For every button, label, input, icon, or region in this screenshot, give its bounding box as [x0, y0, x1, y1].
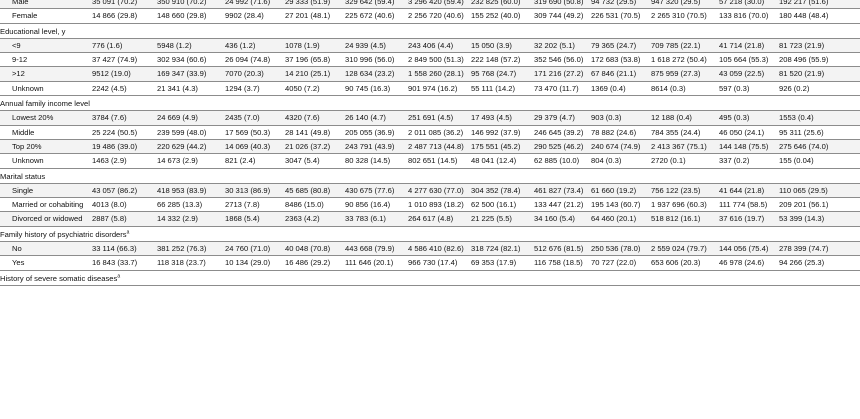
table-cell: 4320 (7.6): [285, 111, 345, 125]
table-cell: 1294 (3.7): [225, 81, 285, 95]
row-label: >12: [0, 67, 92, 81]
section-label-text: Educational level, y: [0, 26, 66, 36]
table-cell: 3784 (7.6): [92, 111, 157, 125]
table-cell: 250 536 (78.0): [591, 242, 651, 256]
row-label: <9: [0, 38, 92, 52]
table-row: [0, 198, 860, 212]
table-cell: 966 730 (17.4): [408, 256, 471, 270]
table-cell: 41 644 (21.8): [719, 183, 779, 197]
table-cell: 155 252 (40.0): [471, 9, 534, 23]
row-label: Yes: [0, 256, 92, 270]
table-row: [0, 256, 860, 270]
table-cell: 45 685 (80.8): [285, 183, 345, 197]
table-cell: 3047 (5.4): [285, 154, 345, 168]
table-cell: 118 318 (23.7): [157, 256, 225, 270]
table-cell: 903 (0.3): [591, 111, 651, 125]
table-cell: 14 866 (29.8): [92, 9, 157, 23]
row-label: Top 20%: [0, 139, 92, 153]
section-header-row: [0, 168, 860, 183]
table-cell: 7070 (20.3): [225, 67, 285, 81]
table-cell: 10 134 (29.0): [225, 256, 285, 270]
table-row: [0, 111, 860, 125]
table-cell: 30 313 (86.9): [225, 183, 285, 197]
table-cell: 926 (0.2): [779, 81, 860, 95]
table-cell: 2 487 713 (44.8): [408, 139, 471, 153]
table-cell: 302 934 (60.6): [157, 53, 225, 67]
table-cell: 79 365 (24.7): [591, 38, 651, 52]
row-label: Female: [0, 9, 92, 23]
table-cell: 2 256 720 (40.6): [408, 9, 471, 23]
table-cell: 4 277 630 (77.0): [408, 183, 471, 197]
table-cell: 821 (2.4): [225, 154, 285, 168]
row-label: No: [0, 242, 92, 256]
table-cell: 1078 (1.9): [285, 38, 345, 52]
table-cell: 304 352 (78.4): [471, 183, 534, 197]
table-cell: 9902 (28.4): [225, 9, 285, 23]
table-cell: 133 447 (21.2): [534, 198, 591, 212]
section-header-row: [0, 96, 860, 111]
table-cell: 226 531 (70.5): [591, 9, 651, 23]
row-label: Divorced or widowed: [0, 212, 92, 226]
table-cell: 2 011 085 (36.2): [408, 125, 471, 139]
table-cell: 1 010 893 (18.2): [408, 198, 471, 212]
section-label-text: Family history of psychiatric disorders: [0, 229, 127, 239]
row-label: Married or cohabiting: [0, 198, 92, 212]
table-cell: 146 992 (37.9): [471, 125, 534, 139]
table-row: [0, 212, 860, 226]
table-cell: 53 399 (14.3): [779, 212, 860, 226]
section-header-row: [0, 270, 860, 285]
table-cell: 19 486 (39.0): [92, 139, 157, 153]
table-cell: 709 785 (22.1): [651, 38, 719, 52]
table-cell: 4 586 410 (82.6): [408, 242, 471, 256]
table-cell: 62 885 (10.0): [534, 154, 591, 168]
table-cell: 175 551 (45.2): [471, 139, 534, 153]
table-cell: 2 849 500 (51.3): [408, 53, 471, 67]
table-cell: 180 448 (48.4): [779, 9, 860, 23]
table-row: [0, 81, 860, 95]
table-cell: 8614 (0.3): [651, 81, 719, 95]
table-cell: 2242 (4.5): [92, 81, 157, 95]
table-cell: 232 825 (60.0): [471, 0, 534, 9]
table-cell: 1369 (0.4): [591, 81, 651, 95]
table-cell: 28 141 (49.8): [285, 125, 345, 139]
table-cell: 24 992 (71.6): [225, 0, 285, 9]
table-cell: 29 333 (51.9): [285, 0, 345, 9]
table-row: [0, 38, 860, 52]
table-cell: 2435 (7.0): [225, 111, 285, 125]
table-cell: 43 057 (86.2): [92, 183, 157, 197]
table-cell: 78 882 (24.6): [591, 125, 651, 139]
table-cell: 901 974 (16.2): [408, 81, 471, 95]
table-cell: 69 353 (17.9): [471, 256, 534, 270]
table-cell: 80 328 (14.5): [345, 154, 408, 168]
table-cell: 2720 (0.1): [651, 154, 719, 168]
table-cell: 352 546 (56.0): [534, 53, 591, 67]
table-row: [0, 125, 860, 139]
table-cell: 144 056 (75.4): [719, 242, 779, 256]
table-cell: 70 727 (22.0): [591, 256, 651, 270]
table-cell: 116 758 (18.5): [534, 256, 591, 270]
table-cell: 95 311 (25.6): [779, 125, 860, 139]
table-cell: 32 202 (5.1): [534, 38, 591, 52]
table-cell: 875 959 (27.3): [651, 67, 719, 81]
table-cell: 111 774 (58.5): [719, 198, 779, 212]
row-label: Male: [0, 0, 92, 9]
table-cell: 337 (0.2): [719, 154, 779, 168]
table-cell: 495 (0.3): [719, 111, 779, 125]
table-cell: 1553 (0.4): [779, 111, 860, 125]
table-cell: 24 939 (4.5): [345, 38, 408, 52]
table-cell: 33 783 (6.1): [345, 212, 408, 226]
table-cell: 33 114 (66.3): [92, 242, 157, 256]
table-cell: 2 265 310 (70.5): [651, 9, 719, 23]
table-cell: 43 059 (22.5): [719, 67, 779, 81]
table-cell: 172 683 (53.8): [591, 53, 651, 67]
section-label: [0, 226, 860, 241]
row-label: Single: [0, 183, 92, 197]
table-cell: 67 846 (21.1): [591, 67, 651, 81]
table-cell: 111 646 (20.1): [345, 256, 408, 270]
table-cell: 804 (0.3): [591, 154, 651, 168]
table-cell: 110 065 (29.5): [779, 183, 860, 197]
table-cell: 319 690 (50.8): [534, 0, 591, 9]
table-cell: 418 953 (83.9): [157, 183, 225, 197]
table-cell: 1 558 260 (28.1): [408, 67, 471, 81]
table-cell: 243 406 (4.4): [408, 38, 471, 52]
table-cell: 350 910 (70.2): [157, 0, 225, 9]
table-cell: 1 937 696 (60.3): [651, 198, 719, 212]
table-cell: 64 460 (20.1): [591, 212, 651, 226]
table-cell: 61 660 (19.2): [591, 183, 651, 197]
table-cell: 5948 (1.2): [157, 38, 225, 52]
table-cell: 246 645 (39.2): [534, 125, 591, 139]
table-cell: 947 320 (29.5): [651, 0, 719, 9]
table-cell: 46 978 (24.6): [719, 256, 779, 270]
table-cell: 90 745 (16.3): [345, 81, 408, 95]
table-cell: 41 714 (21.8): [719, 38, 779, 52]
table-cell: 2713 (7.8): [225, 198, 285, 212]
table-cell: 81 723 (21.9): [779, 38, 860, 52]
table-cell: 26 094 (74.8): [225, 53, 285, 67]
table-cell: 802 651 (14.5): [408, 154, 471, 168]
table-row: [0, 67, 860, 81]
table-row: [0, 139, 860, 153]
table-cell: 2 559 024 (79.7): [651, 242, 719, 256]
table-cell: 133 816 (70.0): [719, 9, 779, 23]
table-cell: 4013 (8.0): [92, 198, 157, 212]
table-row: [0, 154, 860, 168]
table-cell: 2363 (4.2): [285, 212, 345, 226]
table-cell: 37 616 (19.7): [719, 212, 779, 226]
table-cell: 148 660 (29.8): [157, 9, 225, 23]
table-cell: 192 217 (51.6): [779, 0, 860, 9]
table-cell: 14 069 (40.3): [225, 139, 285, 153]
table-cell: 66 285 (13.3): [157, 198, 225, 212]
table-cell: 776 (1.6): [92, 38, 157, 52]
table-cell: 37 196 (65.8): [285, 53, 345, 67]
table-cell: 95 768 (24.7): [471, 67, 534, 81]
section-header-row: [0, 23, 860, 38]
table-cell: 290 525 (46.2): [534, 139, 591, 153]
table-cell: 4050 (7.2): [285, 81, 345, 95]
table-cell: 21 341 (4.3): [157, 81, 225, 95]
table-cell: 24 760 (71.0): [225, 242, 285, 256]
table-cell: 461 827 (73.4): [534, 183, 591, 197]
table-cell: 57 218 (30.0): [719, 0, 779, 9]
table-cell: 16 486 (29.2): [285, 256, 345, 270]
table-cell: 144 148 (75.5): [719, 139, 779, 153]
table-cell: 329 642 (59.4): [345, 0, 408, 9]
table-row: [0, 53, 860, 67]
table-cell: 278 399 (74.7): [779, 242, 860, 256]
table-cell: 34 160 (5.4): [534, 212, 591, 226]
section-header-row: [0, 226, 860, 241]
table-cell: 220 629 (44.2): [157, 139, 225, 153]
table-cell: 105 664 (55.3): [719, 53, 779, 67]
table-cell: 222 148 (57.2): [471, 53, 534, 67]
table-cell: 309 744 (49.2): [534, 9, 591, 23]
section-label-text: Annual family income level: [0, 99, 90, 109]
table-cell: 81 520 (21.9): [779, 67, 860, 81]
table-cell: 239 599 (48.0): [157, 125, 225, 139]
footnote-marker: a: [117, 273, 121, 280]
section-label: [0, 23, 860, 38]
table-cell: 24 669 (4.9): [157, 111, 225, 125]
table-cell: 35 091 (70.2): [92, 0, 157, 9]
table-cell: 264 617 (4.8): [408, 212, 471, 226]
table-cell: 94 732 (29.5): [591, 0, 651, 9]
footnote-marker: a: [126, 229, 130, 236]
table-cell: 62 500 (16.1): [471, 198, 534, 212]
table-cell: 29 379 (4.7): [534, 111, 591, 125]
section-label-text: Marital status: [0, 171, 46, 181]
table-cell: 243 791 (43.9): [345, 139, 408, 153]
section-label: [0, 168, 860, 183]
table-cell: 73 470 (11.7): [534, 81, 591, 95]
table-cell: 27 201 (48.1): [285, 9, 345, 23]
table-cell: 21 225 (5.5): [471, 212, 534, 226]
table-cell: 430 675 (77.6): [345, 183, 408, 197]
table-cell: 251 691 (4.5): [408, 111, 471, 125]
table-cell: 205 055 (36.9): [345, 125, 408, 139]
table-cell: 653 606 (20.3): [651, 256, 719, 270]
table-cell: 128 634 (23.2): [345, 67, 408, 81]
table-cell: 16 843 (33.7): [92, 256, 157, 270]
table-cell: 14 673 (2.9): [157, 154, 225, 168]
table-cell: 155 (0.04): [779, 154, 860, 168]
table-cell: 1868 (5.4): [225, 212, 285, 226]
row-label: Lowest 20%: [0, 111, 92, 125]
table-cell: 208 496 (55.9): [779, 53, 860, 67]
table-cell: 512 676 (81.5): [534, 242, 591, 256]
table-cell: 784 355 (24.4): [651, 125, 719, 139]
table-row: [0, 242, 860, 256]
table-cell: 756 122 (23.5): [651, 183, 719, 197]
table-cell: 275 646 (74.0): [779, 139, 860, 153]
table-cell: 40 048 (70.8): [285, 242, 345, 256]
table-cell: 443 668 (79.9): [345, 242, 408, 256]
table-cell: 209 201 (56.1): [779, 198, 860, 212]
table-cell: 240 674 (74.9): [591, 139, 651, 153]
table-cell: 1 618 272 (50.4): [651, 53, 719, 67]
row-label: 9-12: [0, 53, 92, 67]
table-cell: 12 188 (0.4): [651, 111, 719, 125]
table-cell: 14 332 (2.9): [157, 212, 225, 226]
table-cell: 25 224 (50.5): [92, 125, 157, 139]
table-cell: 14 210 (25.1): [285, 67, 345, 81]
table-cell: 17 569 (50.3): [225, 125, 285, 139]
section-label: [0, 96, 860, 111]
row-label: Unknown: [0, 81, 92, 95]
table-cell: 1463 (2.9): [92, 154, 157, 168]
table-cell: 195 143 (60.7): [591, 198, 651, 212]
table-cell: 9512 (19.0): [92, 67, 157, 81]
table-cell: 381 252 (76.3): [157, 242, 225, 256]
section-label-text: History of severe somatic diseases: [0, 273, 118, 283]
table-cell: 46 050 (24.1): [719, 125, 779, 139]
table-row: [0, 9, 860, 23]
table-row: [0, 183, 860, 197]
table-cell: 518 812 (16.1): [651, 212, 719, 226]
table-cell: 37 427 (74.9): [92, 53, 157, 67]
table-cell: 26 140 (4.7): [345, 111, 408, 125]
table-cell: 597 (0.3): [719, 81, 779, 95]
table-cell: 21 026 (37.2): [285, 139, 345, 153]
table-cell: 3 296 420 (59.4): [408, 0, 471, 9]
table-cell: 17 493 (4.5): [471, 111, 534, 125]
table-cell: 90 856 (16.4): [345, 198, 408, 212]
table-cell: 310 996 (56.0): [345, 53, 408, 67]
table-cell: 55 111 (14.2): [471, 81, 534, 95]
table-cell: 2887 (5.8): [92, 212, 157, 226]
table-cell: 94 266 (25.3): [779, 256, 860, 270]
table-cell: 15 050 (3.9): [471, 38, 534, 52]
row-label: Unknown: [0, 154, 92, 168]
table-cell: 48 041 (12.4): [471, 154, 534, 168]
row-label: Middle: [0, 125, 92, 139]
table-row: [0, 0, 860, 9]
table-cell: 318 724 (82.1): [471, 242, 534, 256]
table-cell: 2 413 367 (75.1): [651, 139, 719, 153]
section-label: [0, 270, 860, 285]
table-cell: 436 (1.2): [225, 38, 285, 52]
table-cell: 171 216 (27.2): [534, 67, 591, 81]
table-cell: 169 347 (33.9): [157, 67, 225, 81]
table-cell: 225 672 (40.6): [345, 9, 408, 23]
table-cell: 8486 (15.0): [285, 198, 345, 212]
